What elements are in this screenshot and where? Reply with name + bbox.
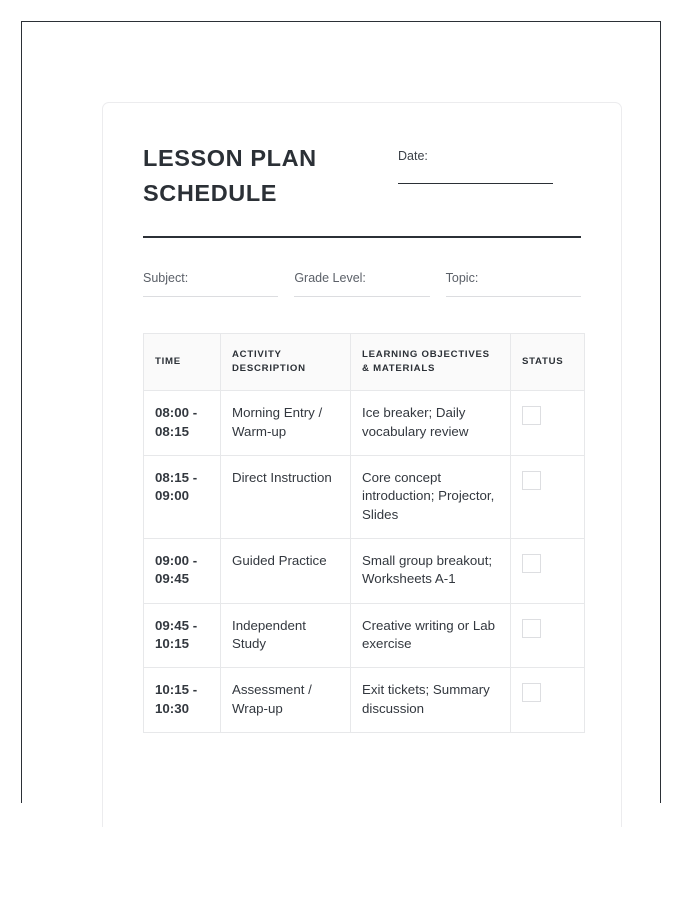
meta-label-topic: Topic: xyxy=(445,271,479,286)
table-row xyxy=(144,539,585,604)
column-header-learning-objectives: LEARNING OBJECTIVES & MATERIALS xyxy=(351,334,511,391)
schedule-table-body xyxy=(144,391,585,733)
cell-activity-description: Independent Study xyxy=(221,603,351,668)
schedule-table-head xyxy=(144,334,585,391)
cell-status xyxy=(511,455,585,538)
status-checkbox[interactable] xyxy=(522,406,541,425)
table-row xyxy=(144,455,585,538)
meta-field-subject xyxy=(143,271,278,297)
cell-activity-description: Direct Instruction xyxy=(221,455,351,538)
cell-learning-objectives: Exit tickets; Summary discussion xyxy=(351,668,511,733)
cell-activity-description: Guided Practice xyxy=(221,539,351,604)
cell-time: 09:00 - 09:45 xyxy=(144,539,221,604)
schedule-table xyxy=(143,333,585,733)
cell-time: 09:45 - 10:15 xyxy=(144,603,221,668)
table-row xyxy=(144,391,585,456)
table-header-row xyxy=(144,334,585,391)
title-divider xyxy=(143,236,581,238)
cell-status xyxy=(511,603,585,668)
cell-status xyxy=(511,668,585,733)
meta-input-subject[interactable] xyxy=(143,296,278,297)
meta-input-grade-level[interactable] xyxy=(294,296,429,297)
cell-learning-objectives: Creative writing or Lab exercise xyxy=(351,603,511,668)
status-checkbox[interactable] xyxy=(522,471,541,490)
cell-activity-description: Morning Entry / Warm-up xyxy=(221,391,351,456)
sheet-header xyxy=(143,103,581,210)
cell-time: 10:15 - 10:30 xyxy=(144,668,221,733)
table-row xyxy=(144,603,585,668)
column-header-status: STATUS xyxy=(511,334,585,391)
date-input-line[interactable] xyxy=(398,183,553,184)
status-checkbox[interactable] xyxy=(522,554,541,573)
status-checkbox[interactable] xyxy=(522,619,541,638)
title-block xyxy=(143,141,398,210)
date-field-group xyxy=(398,141,581,184)
sheet-content xyxy=(103,103,621,827)
meta-field-topic xyxy=(446,271,581,297)
document-page-frame xyxy=(21,21,661,803)
meta-fields-row xyxy=(143,271,581,297)
column-header-activity-description: ACTIVITY DESCRIPTION xyxy=(221,334,351,391)
meta-input-topic[interactable] xyxy=(446,296,581,297)
cell-time: 08:15 - 09:00 xyxy=(144,455,221,538)
cell-learning-objectives: Core concept introduction; Projector, Slides xyxy=(351,455,511,538)
cell-time: 08:00 - 08:15 xyxy=(144,391,221,456)
meta-field-grade-level xyxy=(294,271,429,297)
cell-activity-description: Assessment / Wrap-up xyxy=(221,668,351,733)
lesson-plan-sheet xyxy=(102,102,622,827)
status-checkbox[interactable] xyxy=(522,683,541,702)
meta-label-grade-level: Grade Level: xyxy=(294,271,366,286)
page-title: LESSON PLAN SCHEDULE xyxy=(143,145,317,206)
cell-learning-objectives: Ice breaker; Daily vocabulary review xyxy=(351,391,511,456)
meta-label-subject: Subject: xyxy=(143,271,189,286)
column-header-time: TIME xyxy=(144,334,221,391)
date-label: Date: xyxy=(398,149,428,163)
cell-learning-objectives: Small group breakout; Worksheets A-1 xyxy=(351,539,511,604)
cell-status xyxy=(511,391,585,456)
cell-status xyxy=(511,539,585,604)
table-row xyxy=(144,668,585,733)
